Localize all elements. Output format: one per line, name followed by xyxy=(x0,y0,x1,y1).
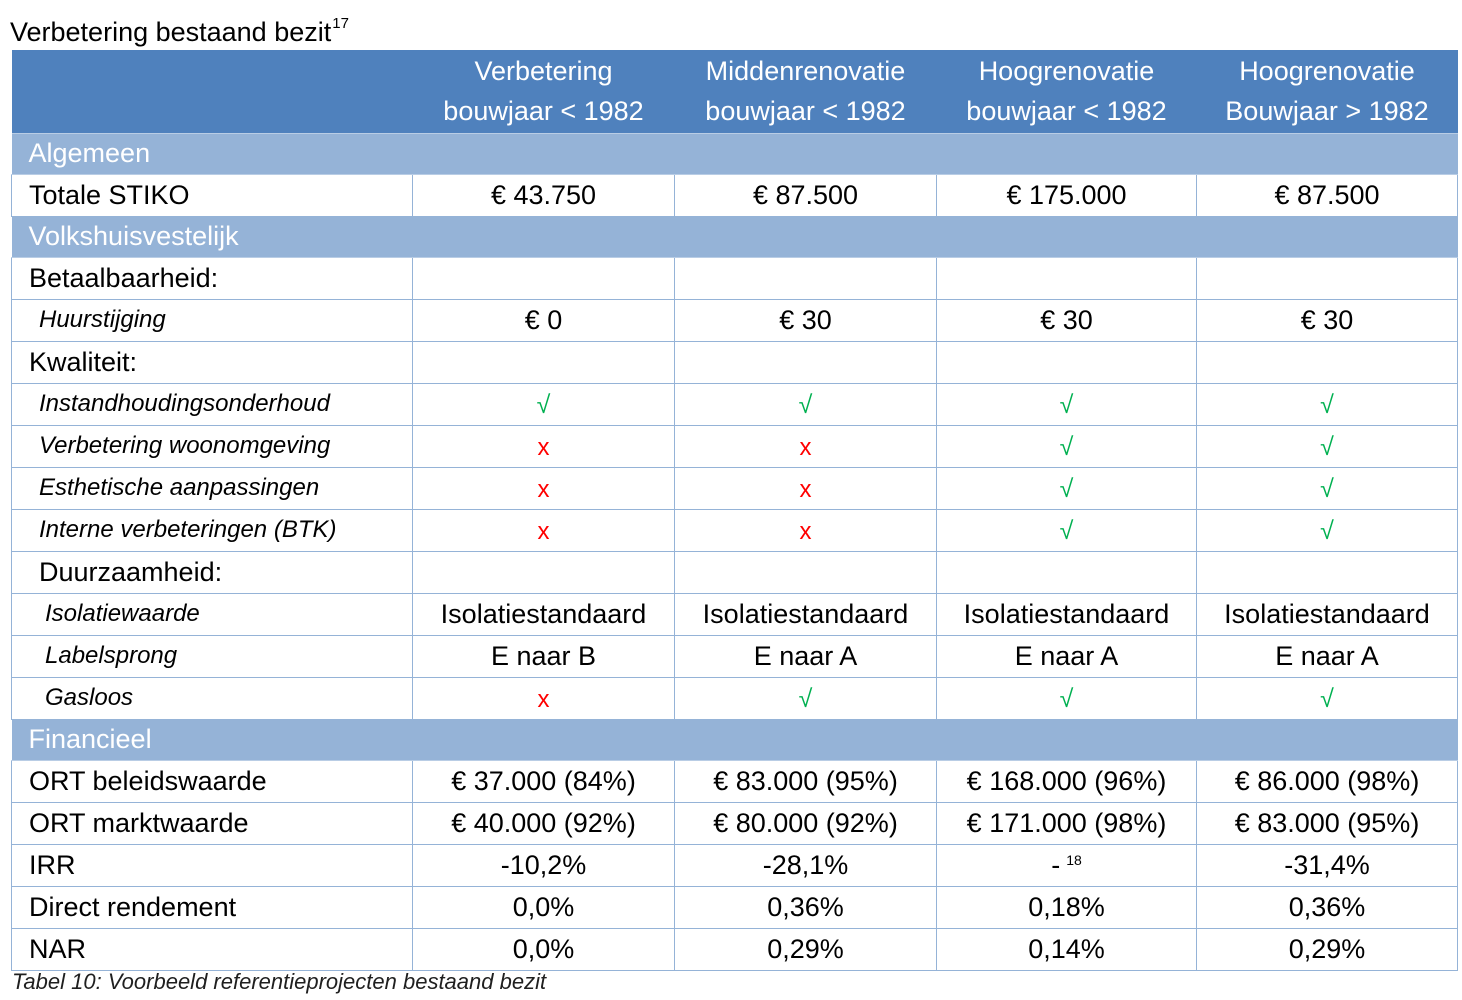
value-cell xyxy=(413,844,675,886)
value-cell xyxy=(675,593,937,635)
row-label: ORT marktwaarde xyxy=(12,802,413,844)
value-cell xyxy=(675,844,937,886)
check-mark-icon: √ xyxy=(798,684,813,713)
row-label: Isolatiewaarde xyxy=(12,593,413,635)
table-row xyxy=(12,551,1458,593)
footnote-marker: 18 xyxy=(1066,851,1082,868)
value-cell xyxy=(1197,844,1458,886)
cell-value: 0,14% xyxy=(1028,933,1105,964)
row-label: IRR xyxy=(12,844,413,886)
value-cell xyxy=(413,928,675,970)
value-cell xyxy=(937,760,1197,802)
cross-mark-icon: x xyxy=(799,433,812,461)
row-label: Direct rendement xyxy=(12,886,413,928)
cell-value: Isolatiestandaard xyxy=(440,598,647,629)
cell-value: € 80.000 (92%) xyxy=(713,807,898,838)
value-cell xyxy=(413,174,675,216)
cross-mark-icon: x xyxy=(537,517,550,545)
table-row xyxy=(12,593,1458,635)
cross-mark-icon: x xyxy=(799,517,812,545)
status-cell xyxy=(413,677,675,719)
empty-cell xyxy=(1197,551,1458,593)
status-cell xyxy=(937,383,1197,425)
value-cell xyxy=(1197,886,1458,928)
value-cell xyxy=(937,886,1197,928)
cell-value: Isolatiestandaard xyxy=(963,598,1170,629)
value-cell xyxy=(937,928,1197,970)
status-cell xyxy=(675,383,937,425)
check-mark-icon: √ xyxy=(1320,684,1334,713)
cell-value: € 30 xyxy=(779,304,832,335)
column-header: Hoogrenovatie bouwjaar < 1982 xyxy=(937,50,1197,133)
empty-cell xyxy=(937,341,1197,383)
empty-cell xyxy=(413,551,675,593)
table-title: Verbetering bestaand bezit$^{17}$ xyxy=(10,15,349,47)
value-cell xyxy=(937,593,1197,635)
cell-value: Isolatiestandaard xyxy=(1224,598,1430,629)
check-mark-icon: √ xyxy=(1320,516,1334,545)
cell-value: € 30 xyxy=(1300,304,1354,335)
row-label: Huurstijging xyxy=(12,299,413,341)
table-row xyxy=(12,760,1458,802)
row-label: Totale STIKO xyxy=(12,174,413,216)
table-row xyxy=(12,341,1458,383)
status-cell xyxy=(937,467,1197,509)
cross-mark-icon: x xyxy=(537,433,550,461)
check-mark-icon: √ xyxy=(1059,390,1074,419)
value-cell xyxy=(937,174,1197,216)
cell-value: - xyxy=(1051,849,1061,880)
header-empty-cell xyxy=(12,50,413,133)
cell-value: € 168.000 (96%) xyxy=(966,765,1167,796)
value-cell xyxy=(937,844,1197,886)
value-cell xyxy=(675,802,937,844)
value-cell xyxy=(413,760,675,802)
empty-cell xyxy=(937,257,1197,299)
cell-value: € 87.500 xyxy=(752,179,859,210)
reference-projects-table xyxy=(11,50,1458,971)
check-mark-icon: √ xyxy=(1320,432,1334,461)
check-mark-icon: √ xyxy=(536,390,551,419)
status-cell xyxy=(675,425,937,467)
status-cell xyxy=(675,677,937,719)
status-cell xyxy=(1197,677,1458,719)
cell-value: 0,18% xyxy=(1028,891,1105,922)
empty-cell xyxy=(675,257,937,299)
value-cell xyxy=(1197,174,1458,216)
cell-value: € 86.000 (98%) xyxy=(1234,765,1420,796)
cell-value: € 40.000 (92%) xyxy=(451,807,636,838)
value-cell xyxy=(1197,802,1458,844)
value-cell xyxy=(675,886,937,928)
cell-value: € 175.000 xyxy=(1006,179,1127,210)
table-header-row xyxy=(12,50,1458,133)
table-row xyxy=(12,509,1458,551)
column-header: Hoogrenovatie Bouwjaar > 1982 xyxy=(1197,50,1458,133)
value-cell xyxy=(1197,593,1458,635)
value-cell xyxy=(937,635,1197,677)
row-label: ORT beleidswaarde xyxy=(12,760,413,802)
status-cell xyxy=(937,677,1197,719)
cell-value: 0,36% xyxy=(767,891,844,922)
status-cell xyxy=(937,425,1197,467)
row-label: NAR xyxy=(12,928,413,970)
table-row xyxy=(12,174,1458,216)
value-cell xyxy=(1197,760,1458,802)
column-header: Verbetering bouwjaar < 1982 xyxy=(413,50,675,133)
row-label: Esthetische aanpassingen xyxy=(12,467,413,509)
title-footnote: 17 xyxy=(332,15,349,32)
cell-value: € 171.000 (98%) xyxy=(966,807,1167,838)
value-cell xyxy=(1197,928,1458,970)
status-cell xyxy=(675,467,937,509)
row-label: Instandhoudingsonderhoud xyxy=(12,383,413,425)
row-label: Gasloos xyxy=(12,677,413,719)
cell-value: -10,2% xyxy=(500,849,587,880)
cell-value: € 83.000 (95%) xyxy=(713,765,898,796)
check-mark-icon: √ xyxy=(1320,390,1334,419)
row-label: Betaalbaarheid: xyxy=(12,257,413,299)
value-cell xyxy=(413,886,675,928)
value-cell xyxy=(413,593,675,635)
check-mark-icon: √ xyxy=(1059,474,1074,503)
status-cell xyxy=(413,509,675,551)
cell-value: -31,4% xyxy=(1284,849,1370,880)
cell-value: € 0 xyxy=(524,304,563,335)
cell-value: Isolatiestandaard xyxy=(702,598,909,629)
table-row xyxy=(12,467,1458,509)
empty-cell xyxy=(675,341,937,383)
empty-cell xyxy=(413,257,675,299)
cross-mark-icon: x xyxy=(799,475,812,503)
table-row xyxy=(12,802,1458,844)
value-cell xyxy=(413,635,675,677)
table-row xyxy=(12,886,1458,928)
cell-value: € 37.000 (84%) xyxy=(451,765,636,796)
status-cell xyxy=(1197,383,1458,425)
table-row xyxy=(12,635,1458,677)
cell-value: 0,29% xyxy=(767,933,844,964)
status-cell xyxy=(413,467,675,509)
check-mark-icon: √ xyxy=(1059,684,1074,713)
row-label: Verbetering woonomgeving xyxy=(12,425,413,467)
status-cell xyxy=(1197,425,1458,467)
status-cell xyxy=(413,425,675,467)
cell-value: 0,29% xyxy=(1288,933,1366,964)
cell-value: E naar A xyxy=(753,640,858,671)
value-cell xyxy=(675,760,937,802)
table-row xyxy=(12,928,1458,970)
table-row xyxy=(12,425,1458,467)
cell-value: € 43.750 xyxy=(490,179,597,210)
row-label: Interne verbeteringen (BTK) xyxy=(12,509,413,551)
table-row xyxy=(12,257,1458,299)
value-cell xyxy=(675,299,937,341)
value-cell xyxy=(1197,299,1458,341)
cell-value: 0,0% xyxy=(512,933,575,964)
table-row xyxy=(12,677,1458,719)
cell-value: 0,36% xyxy=(1288,891,1366,922)
row-label: Labelsprong xyxy=(12,635,413,677)
value-cell xyxy=(675,928,937,970)
cross-mark-icon: x xyxy=(537,685,550,713)
cell-value: E naar A xyxy=(1275,640,1379,671)
cell-value: -28,1% xyxy=(762,849,849,880)
cell-value: € 83.000 (95%) xyxy=(1234,807,1420,838)
cell-value: € 87.500 xyxy=(1274,179,1380,210)
empty-cell xyxy=(1197,341,1458,383)
status-cell xyxy=(1197,467,1458,509)
value-cell xyxy=(413,299,675,341)
status-cell xyxy=(1197,509,1458,551)
empty-cell xyxy=(675,551,937,593)
empty-cell xyxy=(1197,257,1458,299)
section-row-financieel: Financieel xyxy=(12,719,1458,760)
empty-cell xyxy=(937,551,1197,593)
value-cell xyxy=(937,299,1197,341)
table-caption: Tabel 10: Voorbeeld referentieprojecten bestaand bezit xyxy=(12,969,547,994)
column-header: Middenrenovatie bouwjaar < 1982 xyxy=(675,50,937,133)
value-cell xyxy=(1197,635,1458,677)
cell-value: E naar B xyxy=(490,640,597,671)
check-mark-icon: √ xyxy=(1059,516,1074,545)
table-row xyxy=(12,299,1458,341)
value-cell xyxy=(413,802,675,844)
check-mark-icon: √ xyxy=(1320,474,1334,503)
section-row-volkshuisvestelijk: Volkshuisvestelijk xyxy=(12,216,1458,257)
value-cell xyxy=(937,802,1197,844)
cell-value: € 30 xyxy=(1040,304,1093,335)
check-mark-icon: √ xyxy=(1059,432,1074,461)
status-cell xyxy=(413,383,675,425)
status-cell xyxy=(937,509,1197,551)
row-label: Kwaliteit: xyxy=(12,341,413,383)
table-row xyxy=(12,844,1458,886)
cell-value: 0,0% xyxy=(512,891,575,922)
cross-mark-icon: x xyxy=(537,475,550,503)
empty-cell xyxy=(413,341,675,383)
table-row xyxy=(12,383,1458,425)
section-row-algemeen: Algemeen xyxy=(12,133,1458,174)
row-label: Duurzaamheid: xyxy=(12,551,413,593)
value-cell xyxy=(675,174,937,216)
status-cell xyxy=(675,509,937,551)
cell-value: E naar A xyxy=(1014,640,1119,671)
value-cell xyxy=(675,635,937,677)
check-mark-icon: √ xyxy=(798,390,813,419)
